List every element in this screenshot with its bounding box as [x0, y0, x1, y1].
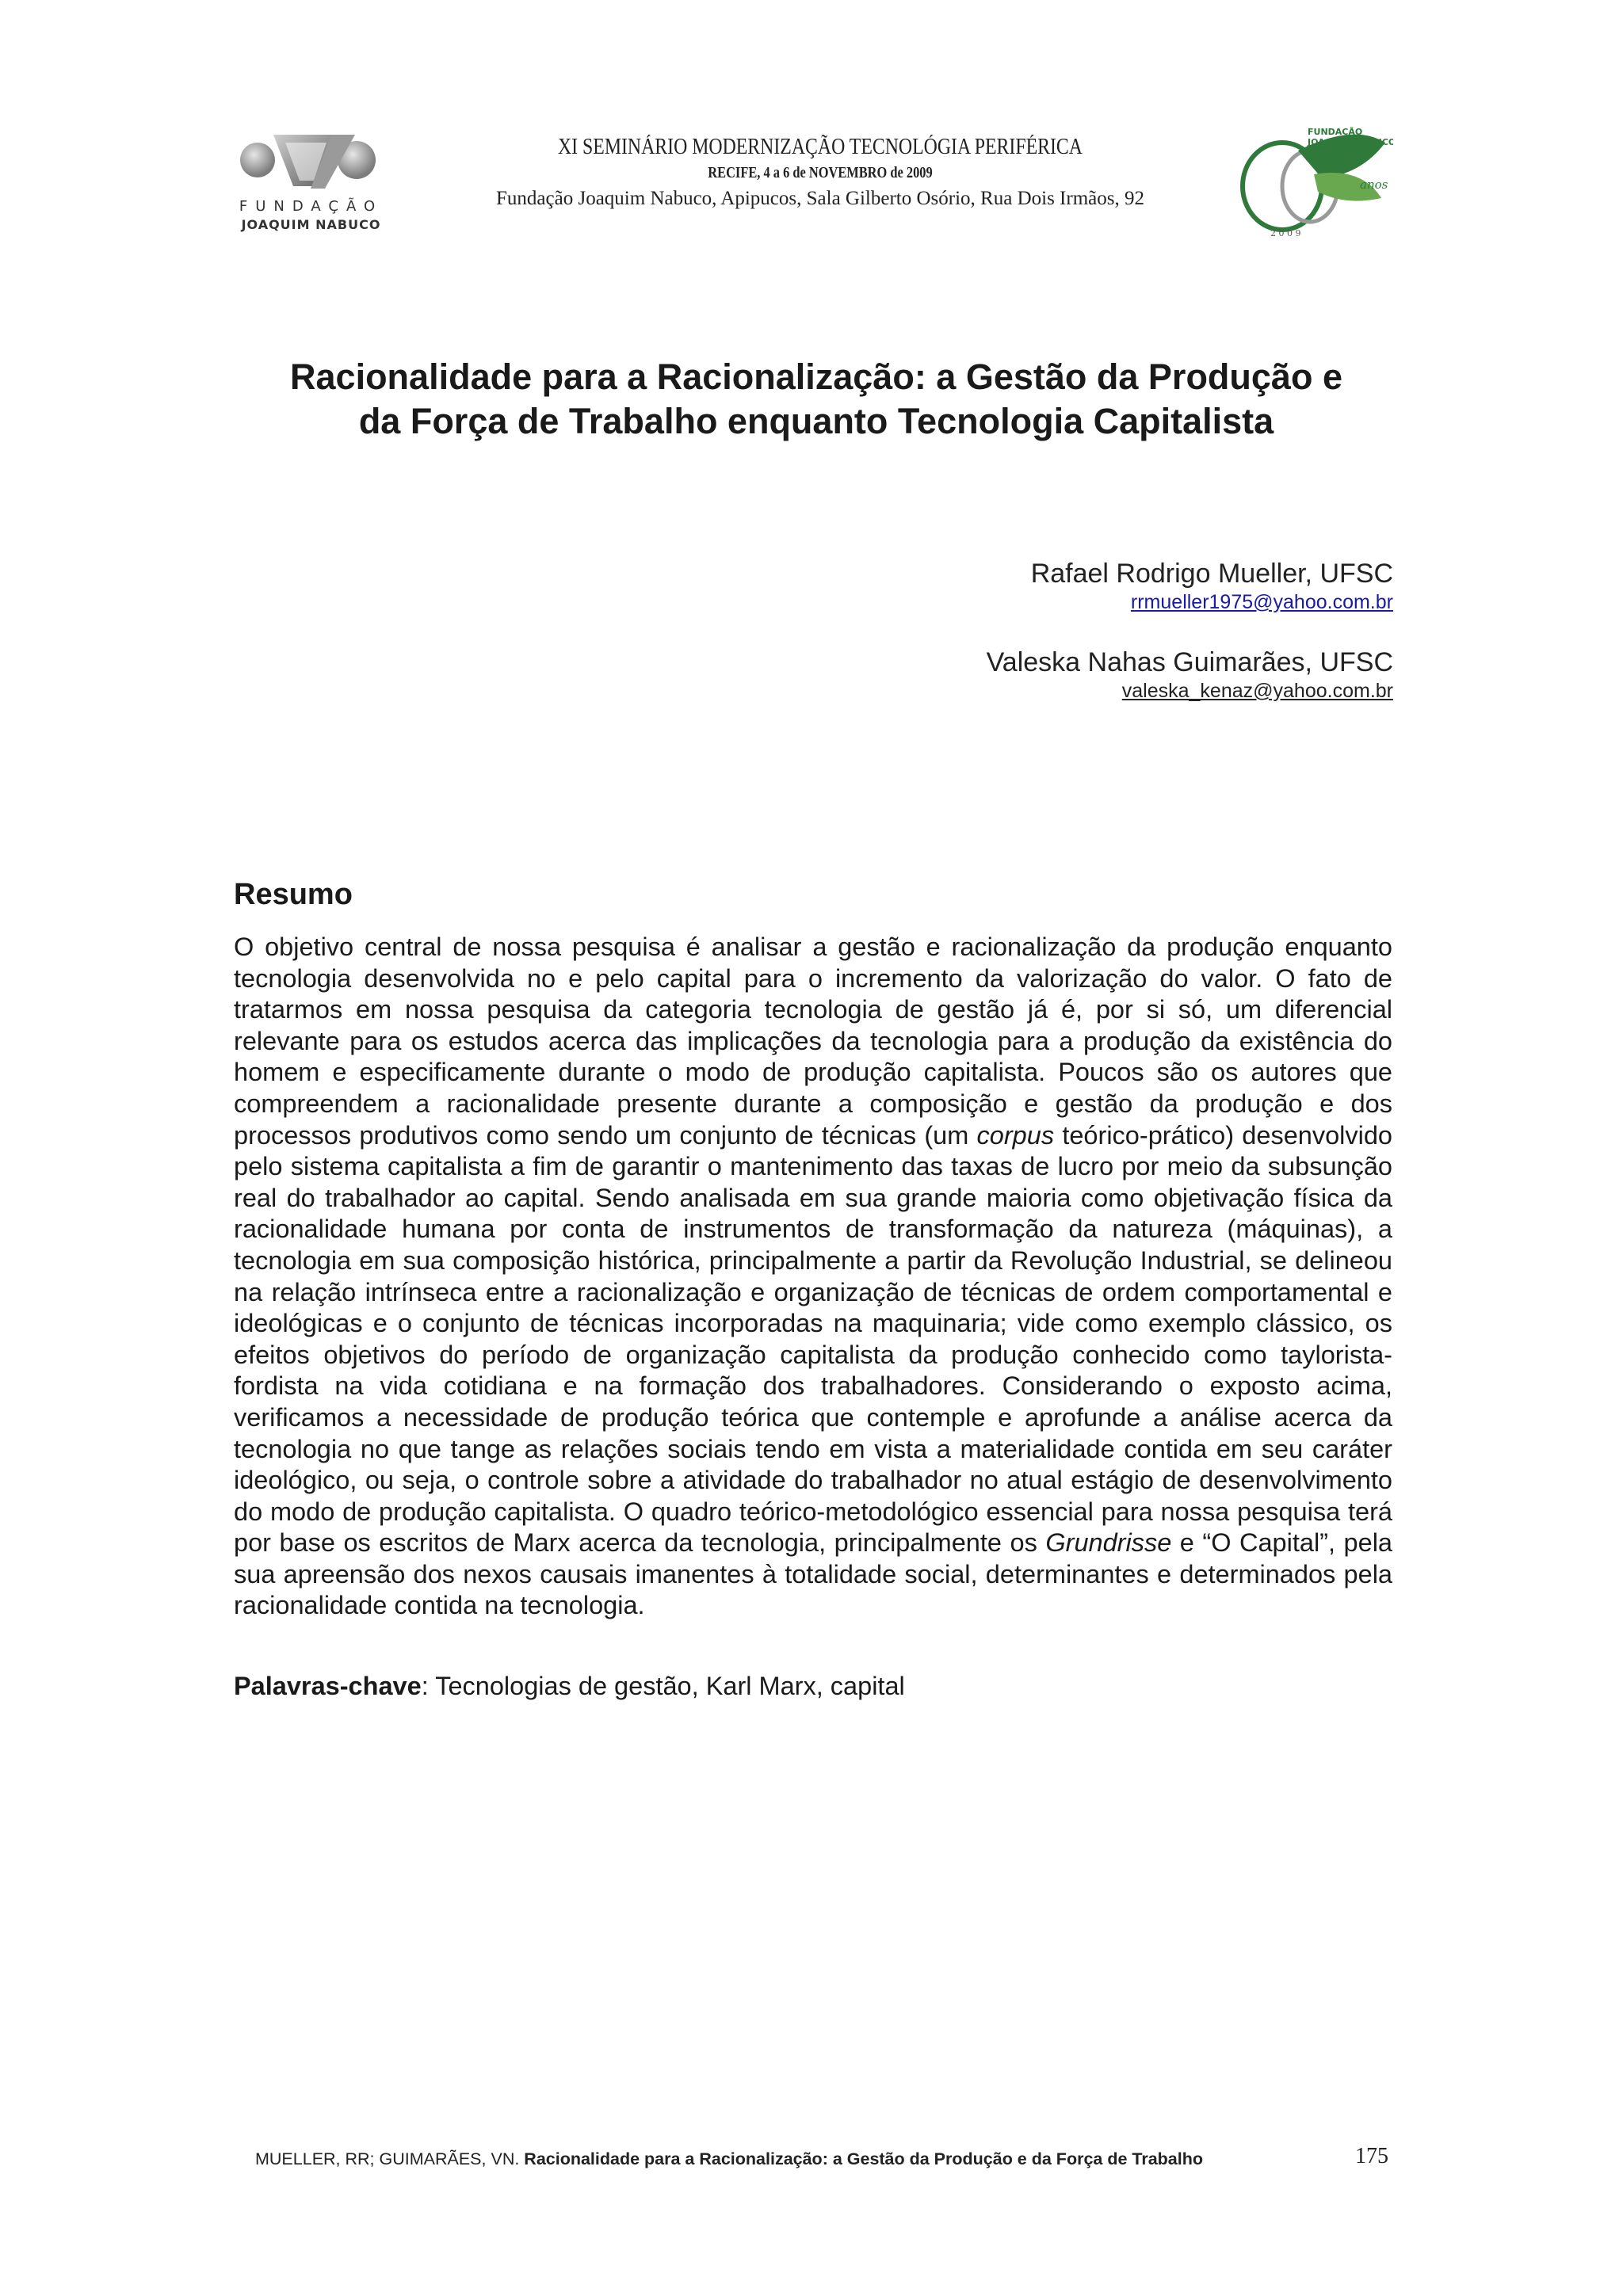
author-email-link[interactable]: rrmueller1975@yahoo.com.br — [1130, 591, 1393, 613]
page-footer — [255, 2147, 1396, 2171]
abstract-italic-corpus: corpus — [976, 1120, 1055, 1150]
footer-authors: MUELLER, RR; GUIMARÃES, VN. — [255, 2149, 525, 2168]
footer-title: Racionalidade para a Racionalização: a Gestão da Produção e da Força de Trabalho — [524, 2149, 1203, 2168]
abstract-heading: Resumo — [234, 878, 353, 911]
logo-left-line2: JOAQUIM NABUCO — [241, 217, 381, 232]
paper-title-line2: da Força de Trabalho enquanto Tecnologia Capitalista — [358, 401, 1274, 441]
author-name: Rafael Rodrigo Mueller, UFSC — [1030, 559, 1393, 589]
author-email-link[interactable]: valeska_kenaz@yahoo.com.br — [1121, 680, 1393, 702]
fundaj-60-anos-logo — [1235, 119, 1393, 238]
logo-right-line1: FUNDAÇÃO — [1308, 127, 1363, 137]
author-name: Valeska Nahas Guimarães, UFSC — [986, 647, 1393, 677]
logo-right-year: 2 0 0 9 — [1270, 228, 1301, 238]
abstract-body — [234, 932, 1392, 1622]
logo-left-line1: FUNDAÇÃO — [239, 198, 384, 215]
fundaj-emblem-icon — [238, 119, 384, 198]
paper-title-line1: Racionalidade para a Racionalização: a Gestão da Produção e — [290, 357, 1342, 397]
header-event-info — [436, 133, 1205, 212]
keywords — [234, 1670, 1392, 1702]
event-venue: Fundação Joaquim Nabuco, Apipucos, Sala Gilberto Osório, Rua Dois Irmãos, 92 — [496, 188, 1144, 209]
abstract-text-part3: e “O Capital”, pela sua apreensão dos nexos causais imanentes à totalidade social, determinantes e determinados pela racionalidade contida na tecnologia. — [234, 1528, 1392, 1620]
author-block — [680, 646, 1393, 703]
author-block — [680, 557, 1393, 614]
fundaj-logo-left — [238, 119, 384, 230]
header — [238, 111, 1395, 238]
author-list — [680, 557, 1393, 703]
keywords-label: Palavras-chave — [234, 1672, 422, 1700]
abstract-text-part1: O objetivo central de nossa pesquisa é analisar a gestão e racionalização da produção enquanto tecnologia desenvolvida no e pelo capital para o incremento da valorização do valor. O fato de tratarmos em nossa pesquisa da categoria tecnologia de gestão já é, por si só, um diferencial relevante para os estudos acerca das implicações da tecnologia para a produção da existência do homem e especificamente durante o modo de produção capitalista. Poucos são os autores que compreendem a racionalidade presente durante a composição e gestão da produção e dos processos produtivos como sendo um conjunto de técnicas (um — [234, 933, 1392, 1150]
keywords-separator: : — [421, 1672, 436, 1700]
event-title: XI SEMINÁRIO MODERNIZAÇÃO TECNOLÓGIA PERIFÉRICA — [557, 135, 1083, 159]
abstract-italic-grundrisse: Grundrisse — [1045, 1528, 1172, 1558]
anniversary-emblem-icon — [1235, 119, 1393, 238]
event-dates: RECIFE, 4 a 6 de NOVEMBRO de 2009 — [708, 164, 933, 181]
keywords-value: Tecnologias de gestão, Karl Marx, capital — [435, 1672, 905, 1700]
page-number: 175 — [1355, 2144, 1388, 2168]
paper-title — [238, 355, 1395, 444]
abstract-text-part2: teórico-prático) desenvolvido pelo sistema capitalista a fim de garantir o mantenimento das taxas de lucro por meio da subsunção real do trabalhador ao capital. Sendo analisada em sua grande maioria como objetivação física da racionalidade humana por conta de instrumentos de transformação da natureza (máquinas), a tecnologia em sua composição histórica, principalmente a partir da Revolução Industrial, se delineou na relação intrínseca entre a racionalização e organização de técnicas de ordem comportamental e ideológicas e o conjunto de técnicas incorporadas na maquinaria; vide como exemplo clássico, os efeitos objetivos do período de organização capitalista da produção conhecido como taylorista-fordista na vida cotidiana e na formação dos trabalhadores. Considerando o exposto acima, verificamos a necessidade de produção teórica que contemple e aprofunde a análise acerca da tecnologia no que tange as relações sociais tendo em vista a materialidade contida em seu caráter ideológico, ou seja, o controle sobre a atividade do trabalhador no atual estágio de desenvolvimento do modo de produção capitalista. O quadro teórico-metodológico essencial para nossa pesquisa terá por base os escritos de Marx acerca da tecnologia, principalmente os — [234, 1120, 1393, 1558]
logo-right-anos: anos — [1360, 177, 1388, 192]
logo-right-line2: JOAQUIM NABUCO — [1308, 137, 1393, 147]
